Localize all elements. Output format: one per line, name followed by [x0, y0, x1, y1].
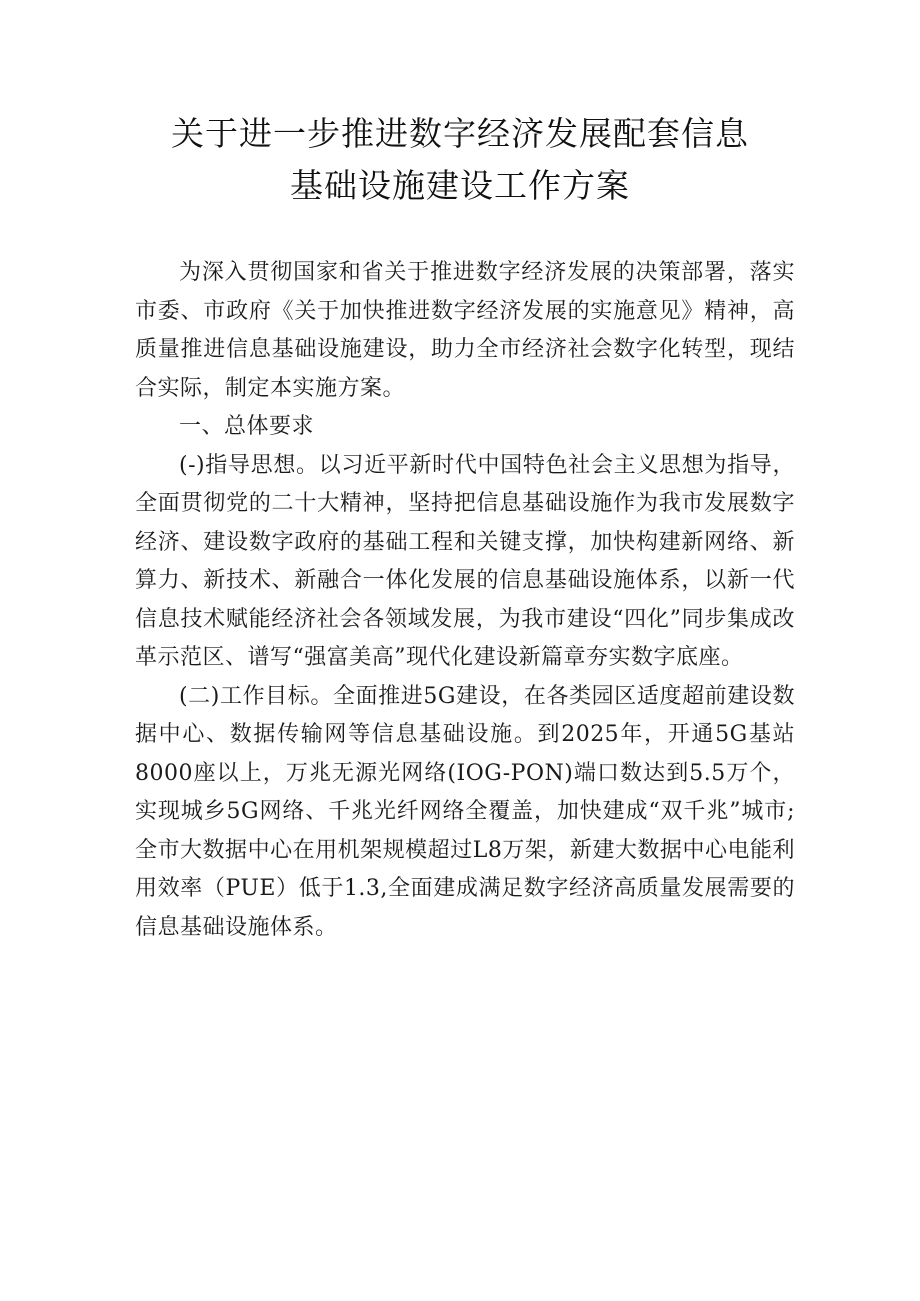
document-body [135, 254, 795, 947]
intro-paragraph: 为深入贯彻国家和省关于推进数字经济发展的决策部署，落实市委、市政府《关于加快推进数字经济发展的实施意见》精神，高质量推进信息基础设施建设，助力全市经济社会数字化转型，现结合实际，制定本实施方案。 [135, 260, 795, 401]
document-title [0, 108, 920, 212]
guiding-ideology-paragraph: (-)指导思想。以习近平新时代中国特色社会主义思想为指导，全面贯彻党的二十大精神，坚持把信息基础设施作为我市发展数字经济、建设数字政府的基础工程和关键支撑，加快构建新网络、新算力、新技术、新融合一体化发展的信息基础设施体系，以新一代信息技术赋能经济社会各领域发展，为我市建设“四化”同步集成改革示范区、谱写“强富美高”现代化建设新篇章夯实数字底座。 [135, 452, 795, 670]
title-line-2: 基础设施建设工作方案 [290, 166, 630, 205]
work-goals-paragraph: (二)工作目标。全面推进5G建设，在各类园区适度超前建设数据中心、数据传输网等信息基础设施。到2025年，开通5G基站8000座以上，万兆无源光网络(IOG-PON)端口数达到5.5万个，实现城乡5G网络、千兆光纤网络全覆盖，加快建成“双千兆”城市;全市大数据中心在用机架规模超过L8万架，新建大数据中心电能利用效率（PUE）低于1.3,全面建成满足数字经济高质量发展需要的信息基础设施体系。 [135, 683, 795, 940]
title-line-1: 关于进一步推进数字经济发展配套信息 [171, 114, 749, 153]
section-heading-general-requirements: 一、总体要求 [179, 414, 315, 439]
